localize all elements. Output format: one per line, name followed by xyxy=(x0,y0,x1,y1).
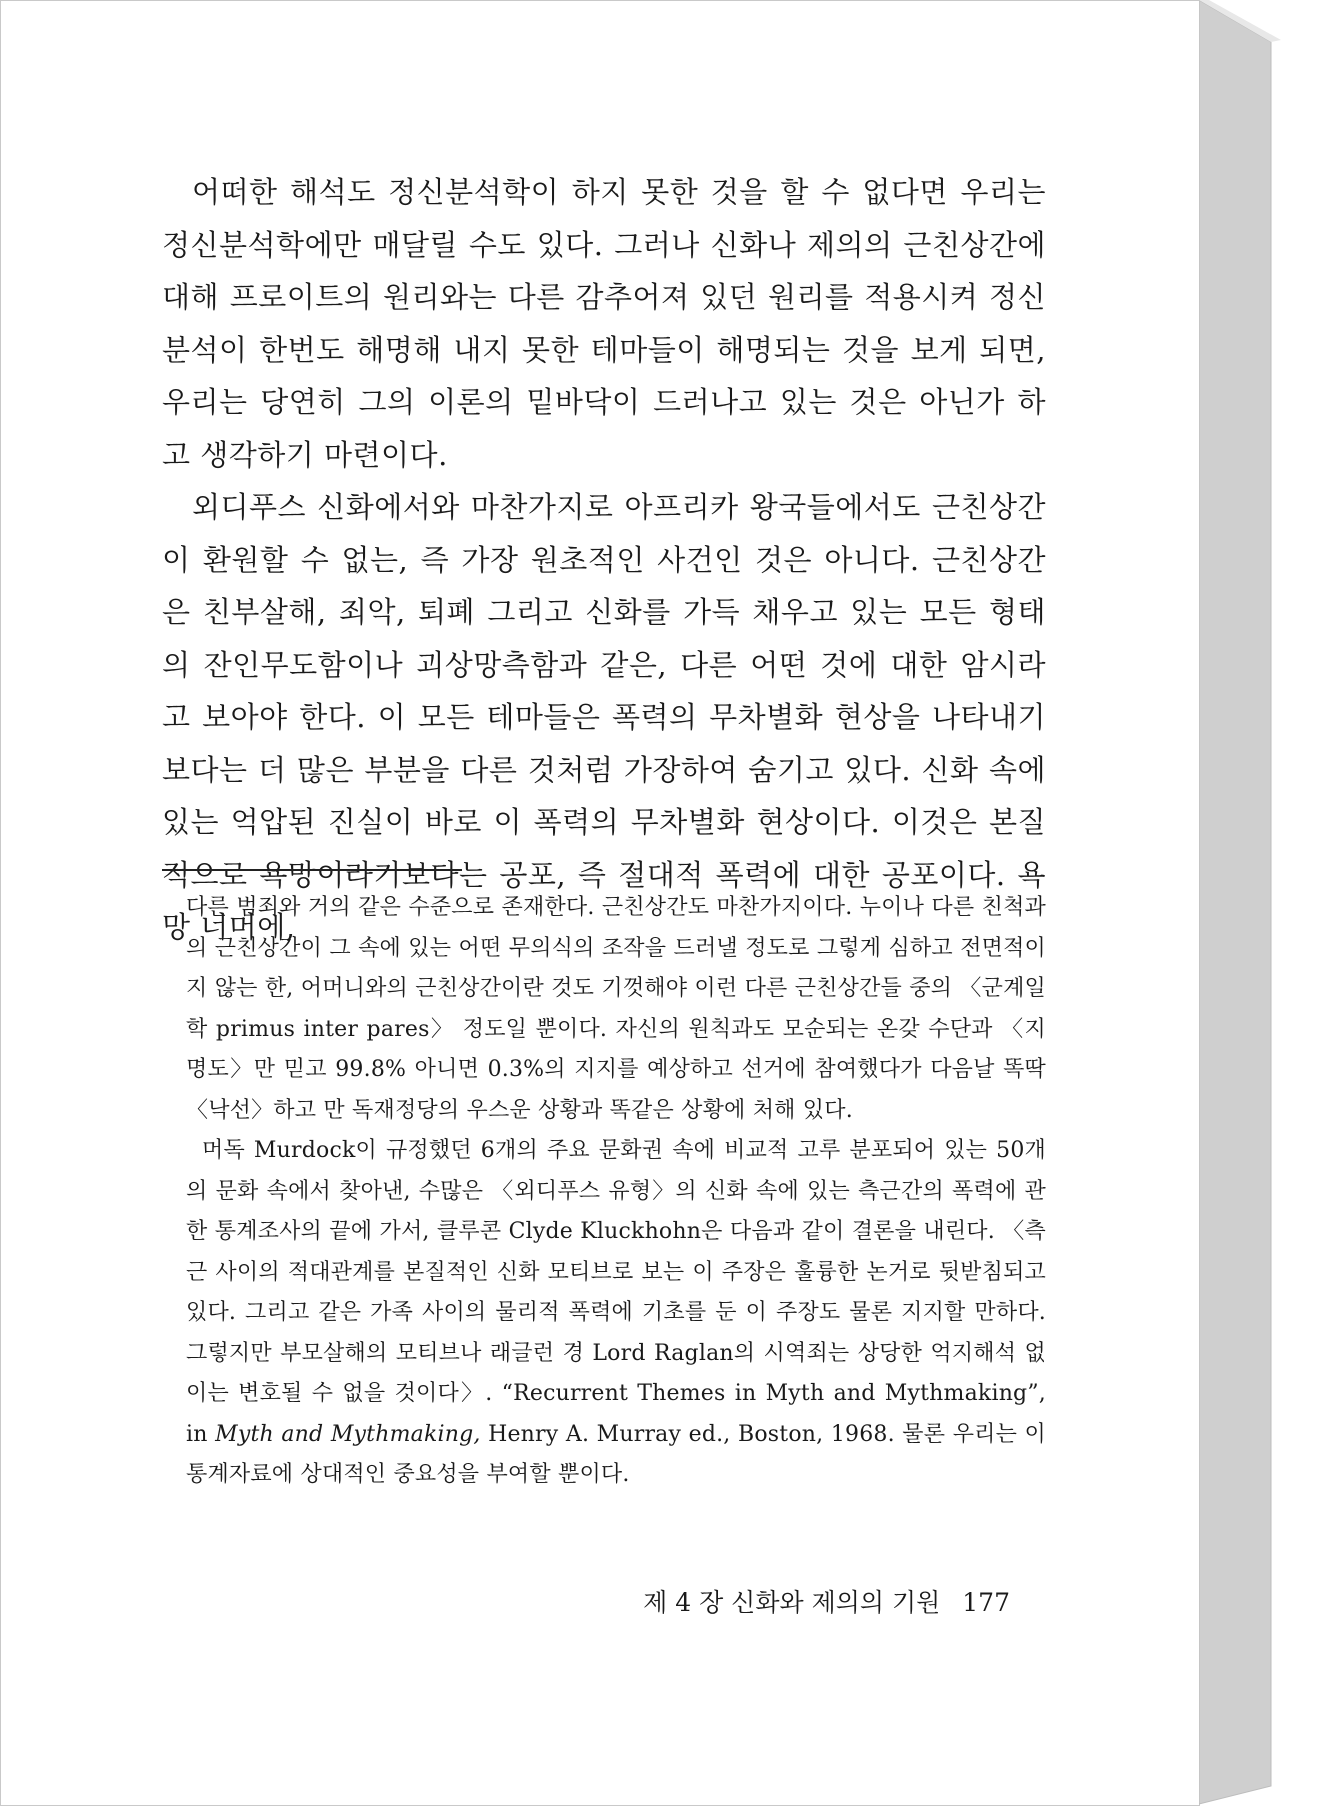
footnote-text-b: Henry A. Murray ed., Boston, 1968. 물론 우리는 이 통계자료에 상대적인 중요성을 부여할 뿐이다. xyxy=(186,1421,1046,1487)
footnote-paragraph-1: 다른 범죄와 거의 같은 수준으로 존재한다. 근친상간도 마찬가지이다. 누이나 다른 친척과의 근친상간이 그 속에 있는 어떤 무의식의 조작을 드러낼 정도로 그렇게 심하고 전면적이지 않는 한, 어머니와의 근친상간이란 것도 기껏해야 이런 다른 근친상간들 중의 〈군계일학 primus inter pares〉 정도일 뿐이다. 자신의 원칙과도 모순되는 온갖 수단과 〈지명도〉만 믿고 99.8% 아니면 0.3%의 지지를 예상하고 선거에 참여했다가 다음날 똑딱 〈낙선〉하고 만 독재정당의 우스운 상황과 똑같은 상황에 처해 있다. xyxy=(186,895,1046,1123)
book-title-italic: Myth and Mythmaking, xyxy=(215,1421,481,1447)
footnote-paragraph-2 xyxy=(186,1131,1046,1496)
footnote-separator xyxy=(162,869,462,871)
body-paragraph-1: 어떠한 해석도 정신분석학이 하지 못한 것을 할 수 없다면 우리는 정신분석학에만 매달릴 수도 있다. 그러나 신화나 제의의 근친상간에 대해 프로이트의 원리와는 다른 감추어져 있던 원리를 적용시켜 정신분석이 한번도 해명해 내지 못한 테마들이 해명되는 것을 보게 되면, 우리는 당연히 그의 이론의 밑바닥이 드러나고 있는 것은 아닌가 하고 생각하기 마련이다. xyxy=(162,175,1046,472)
page-number: 177 xyxy=(962,1588,1010,1617)
book-spine-edge xyxy=(1199,0,1287,1806)
body-paragraph-2: 외디푸스 신화에서와 마찬가지로 아프리카 왕국들에서도 근친상간이 환원할 수 없는, 즉 가장 원초적인 사건인 것은 아니다. 근친상간은 친부살해, 죄악, 퇴폐 그리고 신화를 가득 채우고 있는 모든 형태의 잔인무도함이나 괴상망측함과 같은, 다른 어떤 것에 대한 암시라고 보아야 한다. 이 모든 테마들은 폭력의 무차별화 현상을 나타내기보다는 더 많은 부분을 다른 것처럼 가장하여 숨기고 있다. 신화 속에 있는 억압된 진실이 바로 이 폭력의 무차별화 현상이다. 이것은 본질적으로 욕망이라기보다는 공포, 즉 절대적 폭력에 대한 공포이다. 욕망 너머에, xyxy=(162,490,1047,944)
main-text xyxy=(162,166,1046,954)
page-footer xyxy=(640,1583,1010,1619)
footnotes xyxy=(186,888,1046,1496)
running-head: 제 4 장 신화와 제의의 기원 xyxy=(643,1588,941,1617)
footnote-text-a: 머독 Murdock이 규정했던 6개의 주요 문화권 속에 비교적 고루 분포되어 있는 50개의 문화 속에서 찾아낸, 수많은 〈외디푸스 유형〉의 신화 속에 있는 측근간의 폭력에 관한 통계조사의 끝에 가서, 클루콘 Clyde Kluckhohn은 다음과 같이 결론을 내린다. 〈측근 사이의 적대관계를 본질적인 신화 모티브로 보는 이 주장은 훌륭한 논거로 뒷받침되고 있다. 그리고 같은 가족 사이의 물리적 폭력에 기초를 둔 이 주장도 물론 지지할 만하다. 그렇지만 부모살해의 모티브나 래글런 경 Lord Raglan의 시역죄는 상당한 억지해석 없이는 변호될 수 없을 것이다〉. “Recurrent Themes in Myth and Mythmaking”, in xyxy=(186,1138,1046,1447)
